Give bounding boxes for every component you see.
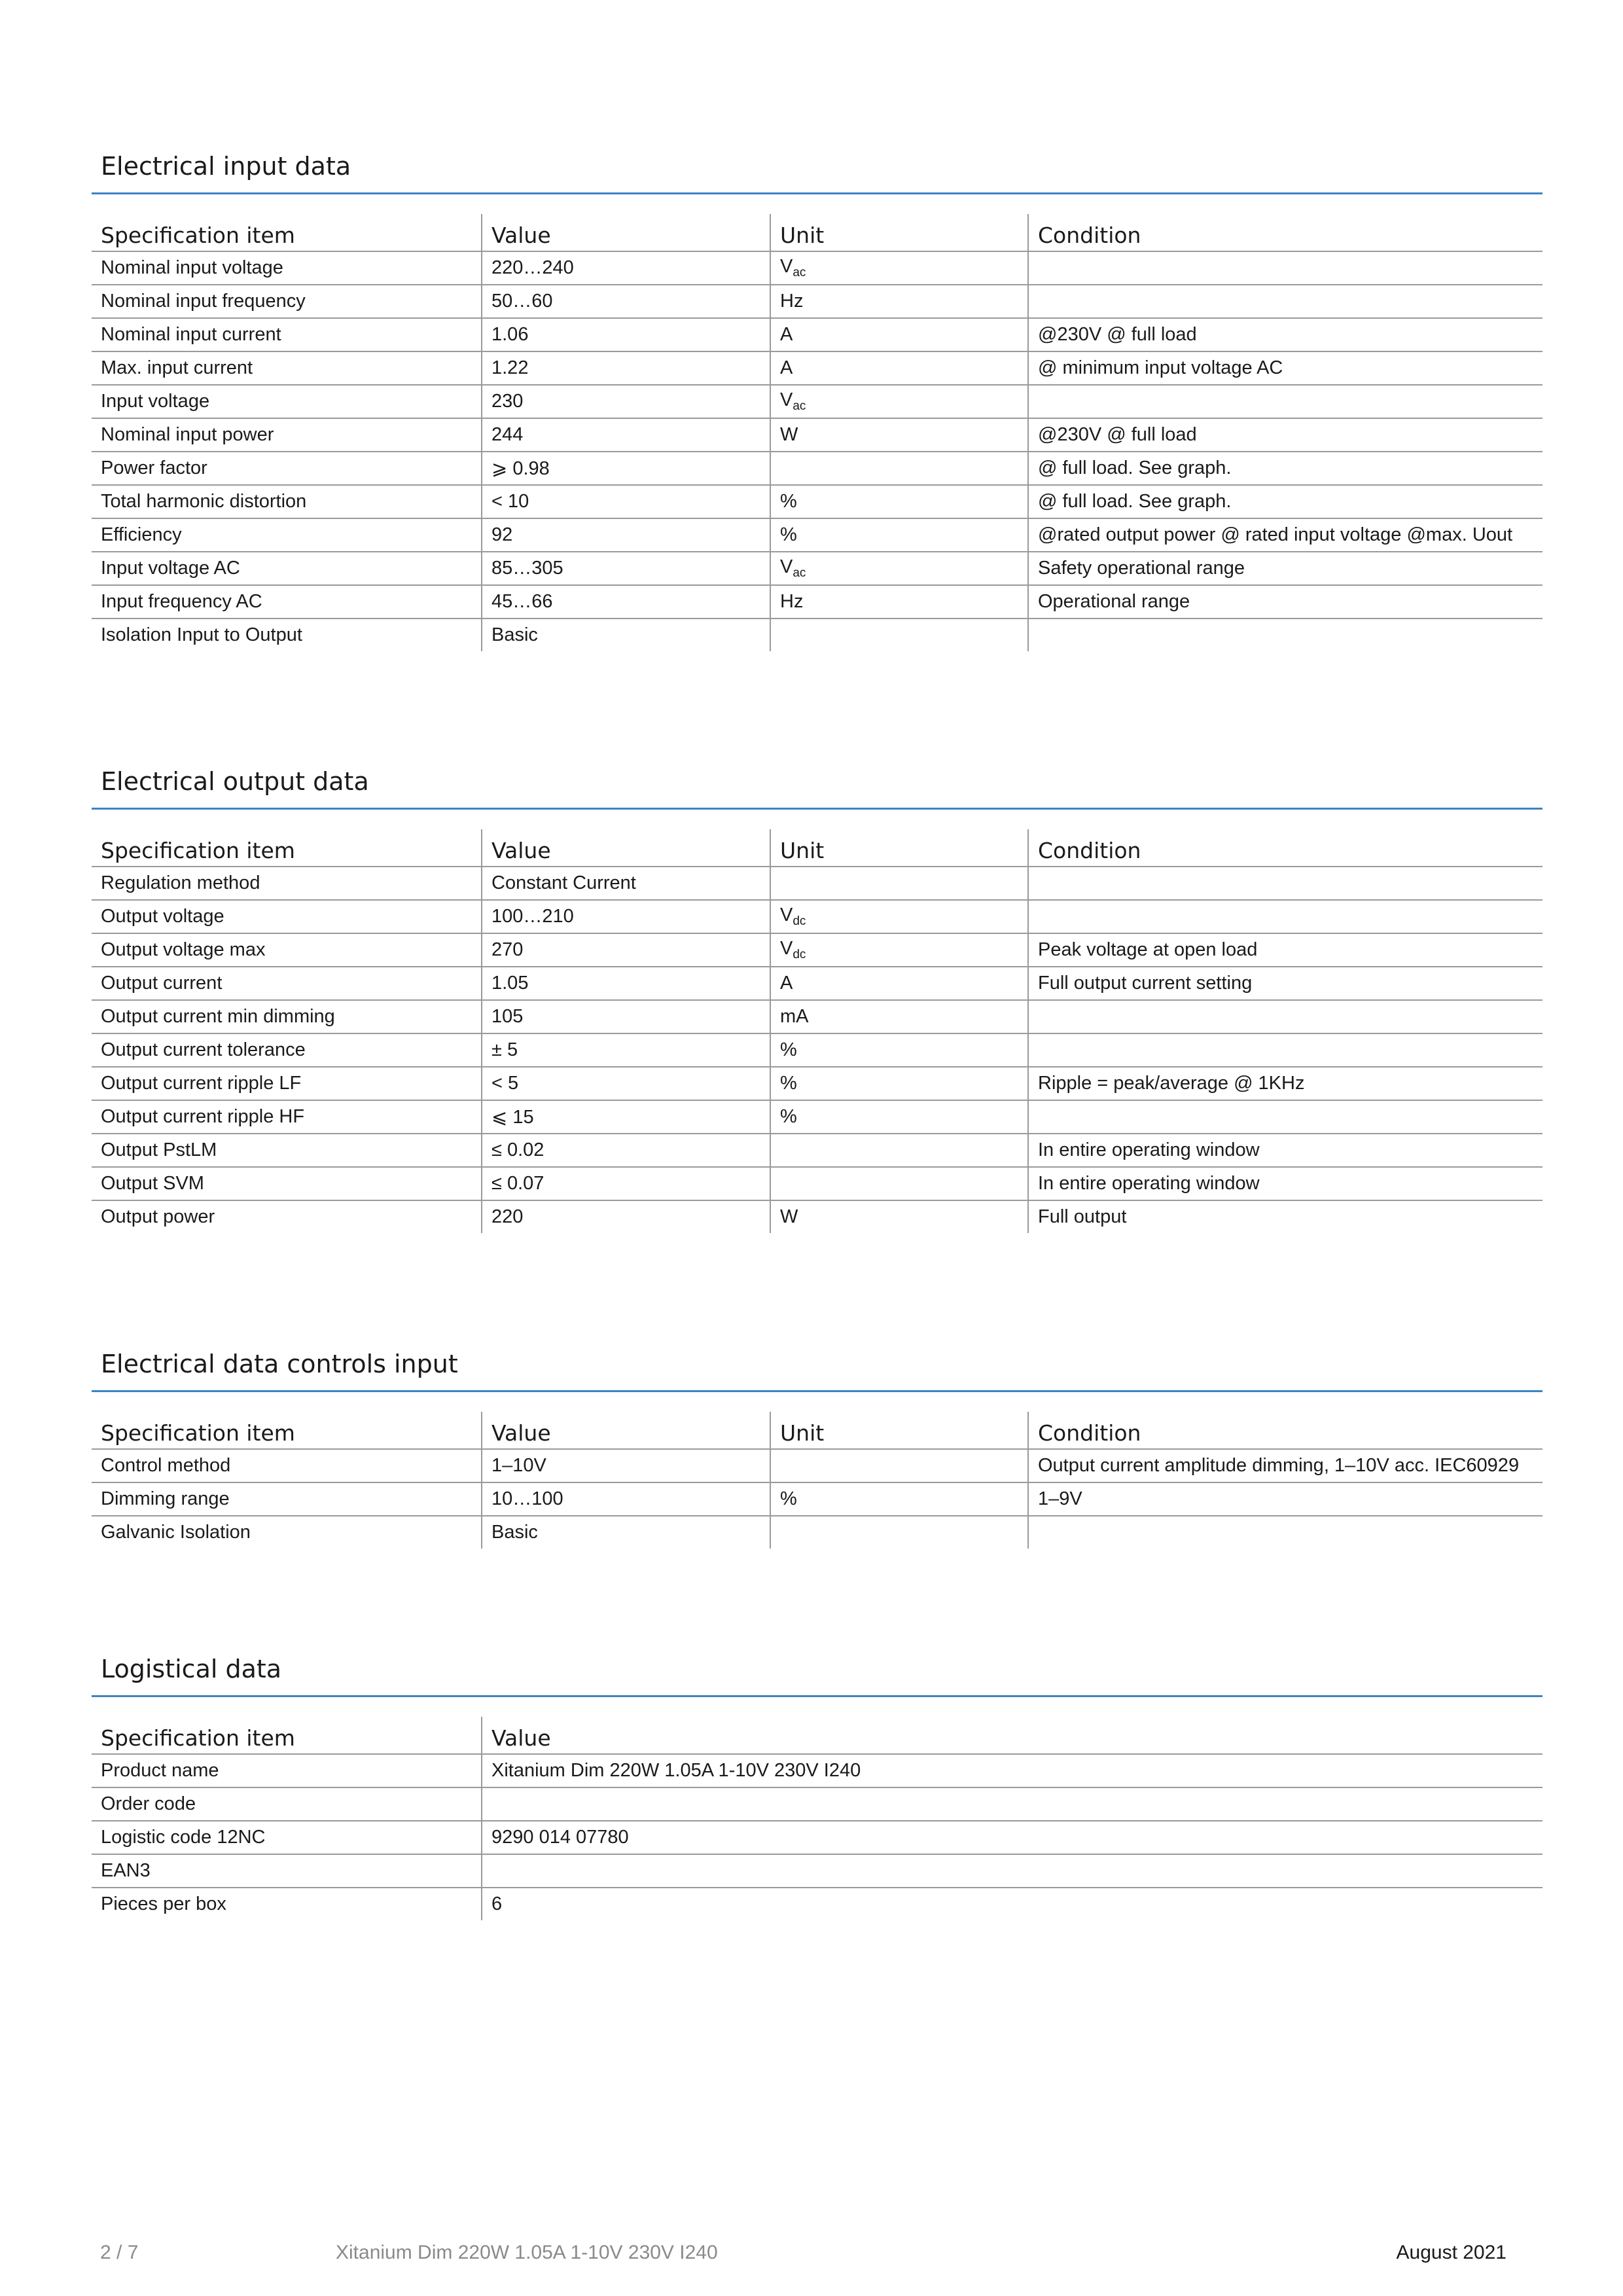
table-cell: Output current min dimming xyxy=(92,1000,482,1033)
table-row xyxy=(92,1200,1543,1233)
unit-subscript: ac xyxy=(793,566,806,580)
column-header: Condition xyxy=(1028,214,1543,251)
section-divider xyxy=(92,192,1543,194)
table-cell: A xyxy=(770,967,1028,1000)
table-cell: Efficiency xyxy=(92,518,482,552)
table-row xyxy=(92,933,1543,967)
table-cell: Logistic code 12NC xyxy=(92,1821,482,1854)
table-cell xyxy=(770,619,1028,651)
table-cell xyxy=(770,552,1028,585)
column-header: Specification item xyxy=(92,1412,482,1449)
table-cell: Output current ripple LF xyxy=(92,1067,482,1100)
section-title: Electrical output data xyxy=(101,767,369,796)
table-cell xyxy=(1028,867,1543,900)
table-cell: Input voltage AC xyxy=(92,552,482,585)
table-cell: 50…60 xyxy=(482,285,770,318)
table-cell: @rated output power @ rated input voltage @max. Uout xyxy=(1028,518,1543,552)
table-cell: ⩾ 0.98 xyxy=(482,452,770,485)
table-cell: EAN3 xyxy=(92,1854,482,1888)
table-cell: 244 xyxy=(482,418,770,452)
table-cell: ⩽ 15 xyxy=(482,1100,770,1134)
table-cell: Pieces per box xyxy=(101,1893,226,1914)
table-cell xyxy=(770,900,1028,933)
unit-subscript: ac xyxy=(793,399,806,413)
table-cell: Output current ripple HF xyxy=(92,1100,482,1134)
table-cell xyxy=(770,1449,1028,1482)
table-cell: Output current amplitude dimming, 1–10V acc. IEC60929 xyxy=(1028,1449,1543,1482)
table-cell: Constant Current xyxy=(482,867,770,900)
table-cell: < 10 xyxy=(482,485,770,518)
table-cell: 6 xyxy=(482,1888,1543,1920)
table-row xyxy=(92,1067,1543,1100)
table-cell: Dimming range xyxy=(92,1482,482,1516)
table-cell: < 5 xyxy=(482,1067,770,1100)
table-cell: Basic xyxy=(482,1516,770,1549)
table-cell: Output SVM xyxy=(92,1167,482,1200)
table-cell: A xyxy=(770,318,1028,351)
table-cell: Order code xyxy=(92,1787,482,1821)
table-cell: Nominal input frequency xyxy=(92,285,482,318)
table-cell: % xyxy=(770,1100,1028,1134)
table-cell xyxy=(770,1167,1028,1200)
table-header-row xyxy=(92,214,1543,251)
table-cell: Input frequency AC xyxy=(92,585,482,619)
table-row xyxy=(92,1033,1543,1067)
unit-subscript: ac xyxy=(793,266,806,279)
table-cell: 85…305 xyxy=(482,552,770,585)
table-cell: 45…66 xyxy=(482,585,770,619)
unit-subscript: dc xyxy=(793,948,806,961)
table-cell xyxy=(770,1134,1028,1167)
table-cell: Output PstLM xyxy=(92,1134,482,1167)
table-row xyxy=(92,967,1543,1000)
table-cell: 220…240 xyxy=(482,251,770,285)
table-cell: Peak voltage at open load xyxy=(1028,933,1543,967)
table-cell: % xyxy=(770,1482,1028,1516)
table-cell xyxy=(770,1516,1028,1549)
table-cell: 1.05 xyxy=(482,967,770,1000)
column-header: Value xyxy=(482,214,770,251)
section-electrical-input xyxy=(92,148,1543,651)
column-header: Unit xyxy=(770,1412,1028,1449)
column-header: Condition xyxy=(1028,829,1543,867)
table-cell xyxy=(770,933,1028,967)
table-cell: Nominal input power xyxy=(92,418,482,452)
table-cell: ± 5 xyxy=(482,1033,770,1067)
spec-table xyxy=(92,1717,1543,1920)
column-header: Specification item xyxy=(92,214,482,251)
table-row xyxy=(92,351,1543,385)
spec-table xyxy=(92,829,1543,1233)
table-cell: ≤ 0.02 xyxy=(482,1134,770,1167)
table-row xyxy=(92,900,1543,933)
table-header-row xyxy=(92,1412,1543,1449)
table-cell: Output power xyxy=(101,1206,215,1227)
table-row xyxy=(92,1854,1543,1888)
table-cell: Nominal input current xyxy=(92,318,482,351)
section-divider xyxy=(92,1390,1543,1392)
table-row xyxy=(92,318,1543,351)
table-cell: Nominal input voltage xyxy=(92,251,482,285)
table-row xyxy=(92,452,1543,485)
table-cell xyxy=(1028,1033,1543,1067)
table-row xyxy=(92,1482,1543,1516)
table-row xyxy=(92,1100,1543,1134)
table-cell xyxy=(482,1854,1543,1888)
table-cell: Ripple = peak/average @ 1KHz xyxy=(1028,1067,1543,1100)
column-header: Value xyxy=(482,1717,1543,1754)
table-row xyxy=(92,1754,1543,1787)
table-cell: Safety operational range xyxy=(1028,552,1543,585)
table-cell: 1–10V xyxy=(482,1449,770,1482)
table-cell: Operational range xyxy=(1028,585,1543,619)
footer-product-name: Xitanium Dim 220W 1.05A 1-10V 230V I240 xyxy=(336,2242,718,2263)
column-header: Unit xyxy=(770,214,1028,251)
table-row xyxy=(92,418,1543,452)
unit-symbol: V xyxy=(780,556,793,577)
table-cell xyxy=(1028,1516,1543,1549)
table-cell xyxy=(1028,1000,1543,1033)
section-title: Electrical data controls input xyxy=(101,1350,458,1378)
table-cell: @ full load. See graph. xyxy=(1028,485,1543,518)
table-cell: 105 xyxy=(482,1000,770,1033)
table-cell xyxy=(1028,619,1543,651)
table-row xyxy=(92,1516,1543,1549)
table-cell: Basic xyxy=(482,619,770,651)
table-cell: Xitanium Dim 220W 1.05A 1-10V 230V I240 xyxy=(482,1754,1543,1787)
unit-subscript: dc xyxy=(793,914,806,928)
table-cell xyxy=(1028,900,1543,933)
table-cell: In entire operating window xyxy=(1028,1134,1543,1167)
table-cell xyxy=(482,1787,1543,1821)
table-cell: Output current xyxy=(92,967,482,1000)
table-cell: W xyxy=(770,1200,1028,1233)
table-cell: Input voltage xyxy=(92,385,482,418)
unit-symbol: V xyxy=(780,256,793,277)
table-row xyxy=(92,251,1543,285)
table-cell: 1.06 xyxy=(482,318,770,351)
table-row xyxy=(92,552,1543,585)
table-cell: Total harmonic distortion xyxy=(92,485,482,518)
table-cell xyxy=(770,867,1028,900)
table-cell: Output current tolerance xyxy=(92,1033,482,1067)
table-cell: @230V @ full load xyxy=(1028,318,1543,351)
footer-date: August 2021 xyxy=(1396,2242,1507,2263)
table-row xyxy=(92,385,1543,418)
table-cell: Max. input current xyxy=(92,351,482,385)
table-cell: 10…100 xyxy=(482,1482,770,1516)
table-cell xyxy=(1028,285,1543,318)
section-controls-input xyxy=(92,1346,1543,1549)
column-header: Condition xyxy=(1028,1412,1543,1449)
table-cell: Control method xyxy=(92,1449,482,1482)
unit-symbol: V xyxy=(780,389,793,410)
table-cell: 92 xyxy=(482,518,770,552)
table-cell: @ full load. See graph. xyxy=(1028,452,1543,485)
table-cell: mA xyxy=(770,1000,1028,1033)
footer-page-number: 2 / 7 xyxy=(100,2242,139,2263)
section-title: Electrical input data xyxy=(101,152,351,181)
table-cell xyxy=(770,251,1028,285)
table-cell: 100…210 xyxy=(482,900,770,933)
spec-table xyxy=(92,1412,1543,1549)
table-cell: 9290 014 07780 xyxy=(482,1821,1543,1854)
table-cell: % xyxy=(770,1067,1028,1100)
section-title: Logistical data xyxy=(101,1655,282,1683)
table-cell: ≤ 0.07 xyxy=(482,1167,770,1200)
spec-table xyxy=(92,214,1543,651)
table-cell: Regulation method xyxy=(92,867,482,900)
table-cell: Product name xyxy=(92,1754,482,1787)
table-cell: A xyxy=(770,351,1028,385)
table-cell: Full output current setting xyxy=(1028,967,1543,1000)
table-cell: % xyxy=(770,485,1028,518)
table-row xyxy=(92,1000,1543,1033)
table-row xyxy=(92,1134,1543,1167)
table-cell: Power factor xyxy=(92,452,482,485)
unit-symbol: V xyxy=(780,905,793,925)
table-cell: 230 xyxy=(482,385,770,418)
table-cell: In entire operating window xyxy=(1028,1167,1543,1200)
unit-symbol: V xyxy=(780,938,793,959)
table-cell: 270 xyxy=(482,933,770,967)
table-row xyxy=(92,1821,1543,1854)
table-row xyxy=(92,1449,1543,1482)
table-row xyxy=(92,1167,1543,1200)
table-cell xyxy=(770,452,1028,485)
table-row xyxy=(92,485,1543,518)
column-header: Value xyxy=(482,829,770,867)
table-cell xyxy=(770,385,1028,418)
table-row xyxy=(92,867,1543,900)
table-cell xyxy=(1028,251,1543,285)
column-header: Specification item xyxy=(92,1717,482,1754)
table-row xyxy=(92,518,1543,552)
table-row xyxy=(92,585,1543,619)
table-header-row xyxy=(92,1717,1543,1754)
section-divider xyxy=(92,1695,1543,1697)
table-cell: Output voltage max xyxy=(92,933,482,967)
table-cell xyxy=(1028,1100,1543,1134)
table-cell: Hz xyxy=(770,285,1028,318)
section-logistical xyxy=(92,1651,1543,1920)
table-cell: % xyxy=(770,518,1028,552)
table-cell: Output voltage xyxy=(92,900,482,933)
column-header: Value xyxy=(482,1412,770,1449)
table-row xyxy=(92,1888,1543,1920)
section-electrical-output xyxy=(92,763,1543,1233)
table-cell: @230V @ full load xyxy=(1028,418,1543,452)
table-row xyxy=(92,619,1543,651)
column-header: Unit xyxy=(770,829,1028,867)
table-header-row xyxy=(92,829,1543,867)
table-row xyxy=(92,1787,1543,1821)
table-cell: @ minimum input voltage AC xyxy=(1028,351,1543,385)
table-cell: W xyxy=(770,418,1028,452)
table-cell: 1–9V xyxy=(1028,1482,1543,1516)
table-cell: 1.22 xyxy=(482,351,770,385)
section-divider xyxy=(92,808,1543,810)
table-cell: % xyxy=(770,1033,1028,1067)
table-cell: Isolation Input to Output xyxy=(101,624,302,645)
table-row xyxy=(92,285,1543,318)
table-cell: Full output xyxy=(1028,1200,1543,1233)
table-cell xyxy=(1028,385,1543,418)
table-cell: Hz xyxy=(770,585,1028,619)
column-header: Specification item xyxy=(92,829,482,867)
table-cell: Galvanic Isolation xyxy=(101,1522,251,1543)
table-cell: 220 xyxy=(482,1200,770,1233)
